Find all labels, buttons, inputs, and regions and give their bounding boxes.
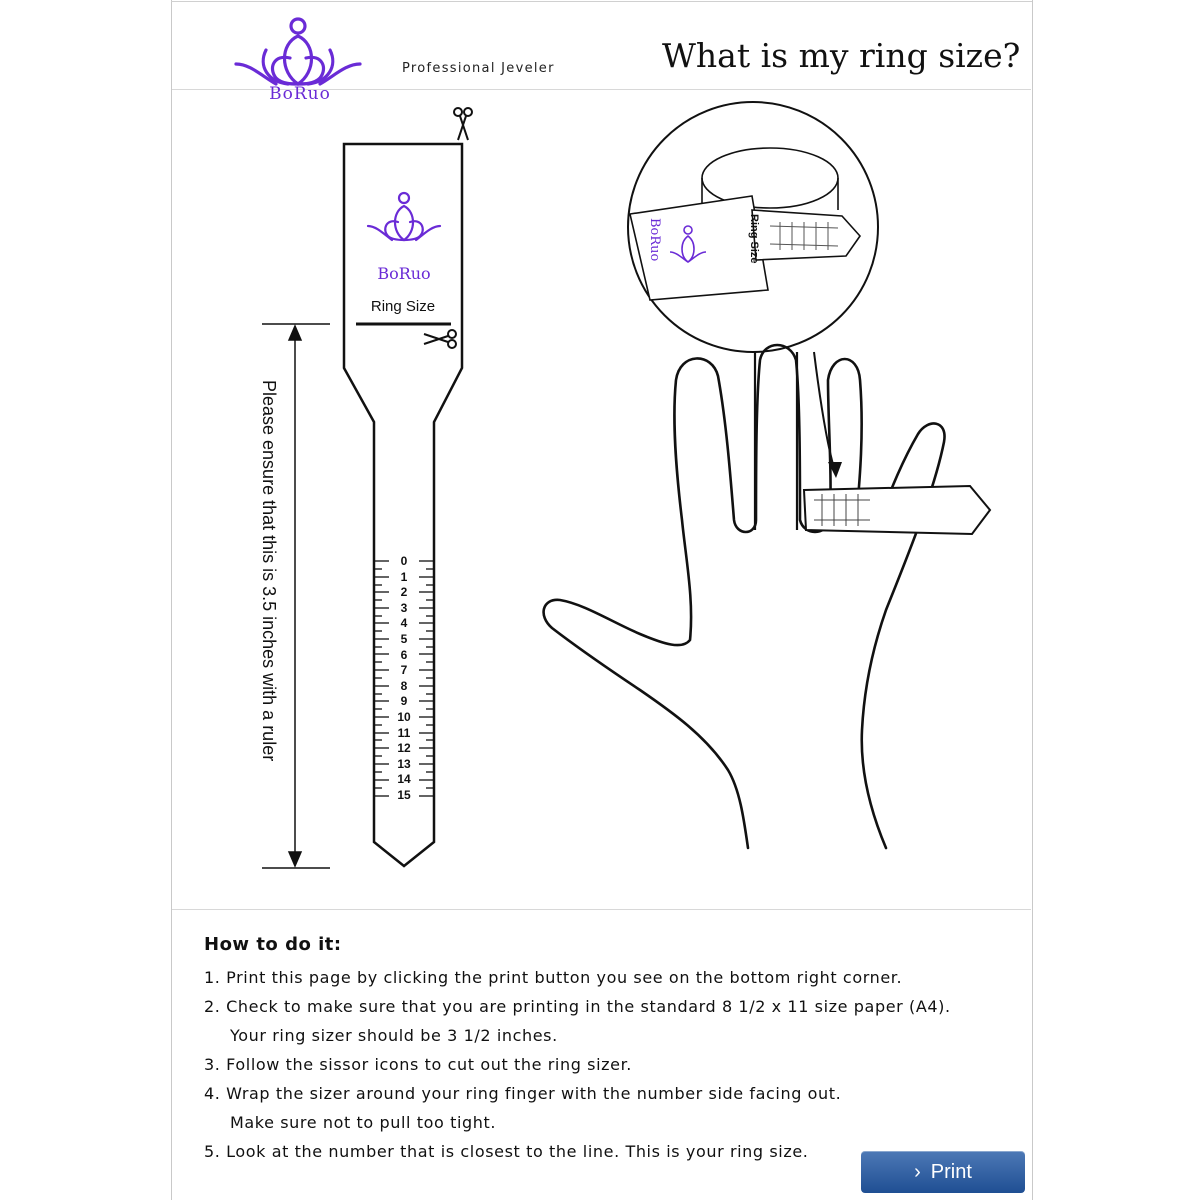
ring-size-number: 14 xyxy=(397,772,411,787)
chevron-right-icon: › xyxy=(914,1161,921,1183)
sizer-label: Ring Size xyxy=(370,298,436,315)
brand-name: BoRuo xyxy=(269,84,331,104)
instruction-step: 5. Look at the number that is closest to the line. This is your ring size. xyxy=(204,1142,809,1161)
ring-size-number: 3 xyxy=(400,600,408,615)
ring-size-number: 1 xyxy=(400,569,408,584)
ring-size-number: 7 xyxy=(400,663,408,678)
ring-size-number: 0 xyxy=(400,554,408,568)
page-title: What is my ring size? xyxy=(662,36,1021,75)
measurement-note: Please ensure that this is 3.5 inches with a ruler xyxy=(259,380,279,762)
instruction-step: 4. Wrap the sizer around your ring finger with the number side facing out. xyxy=(204,1084,842,1103)
ring-size-number: 11 xyxy=(397,725,411,740)
hand-outline xyxy=(544,345,945,848)
sizer-brand: BoRuo xyxy=(377,264,431,283)
sizer-lotus-logo xyxy=(368,193,440,240)
ring-size-number: 13 xyxy=(397,756,411,771)
instructions xyxy=(204,934,1034,1166)
ring-size-number: 6 xyxy=(400,647,408,662)
instruction-step: Make sure not to pull too tight. xyxy=(230,1113,497,1132)
magnified-sizer-label: Ring Size xyxy=(748,214,760,264)
wrapped-sizer xyxy=(804,486,990,534)
instruction-step: 1. Print this page by clicking the print button you see on the bottom right corner. xyxy=(204,968,903,987)
tagline: Professional Jeveler xyxy=(402,61,555,76)
ring-size-number: 12 xyxy=(397,741,411,756)
print-button-label: Print xyxy=(930,1160,972,1183)
scissors-icon xyxy=(424,330,456,348)
ring-size-number: 9 xyxy=(400,694,408,709)
instruction-step: 3. Follow the sissor icons to cut out the ring sizer. xyxy=(204,1055,632,1074)
ring-size-number: 10 xyxy=(397,710,411,724)
ring-size-number: 2 xyxy=(400,585,408,600)
ring-size-number: 8 xyxy=(400,678,408,693)
instruction-step: 2. Check to make sure that you are printing in the standard 8 1/2 x 11 size paper (A4). xyxy=(204,997,951,1016)
instructions-title: How to do it: xyxy=(204,934,342,955)
instruction-step: Your ring sizer should be 3 1/2 inches. xyxy=(230,1026,558,1045)
ring-size-number: 5 xyxy=(400,632,408,646)
print-button[interactable] xyxy=(861,1151,1025,1193)
scissors-icon xyxy=(454,108,472,140)
ring-size-number: 4 xyxy=(400,616,408,631)
ring-size-number: 15 xyxy=(397,788,411,802)
magnified-sizer-brand: BoRuo xyxy=(647,218,662,262)
